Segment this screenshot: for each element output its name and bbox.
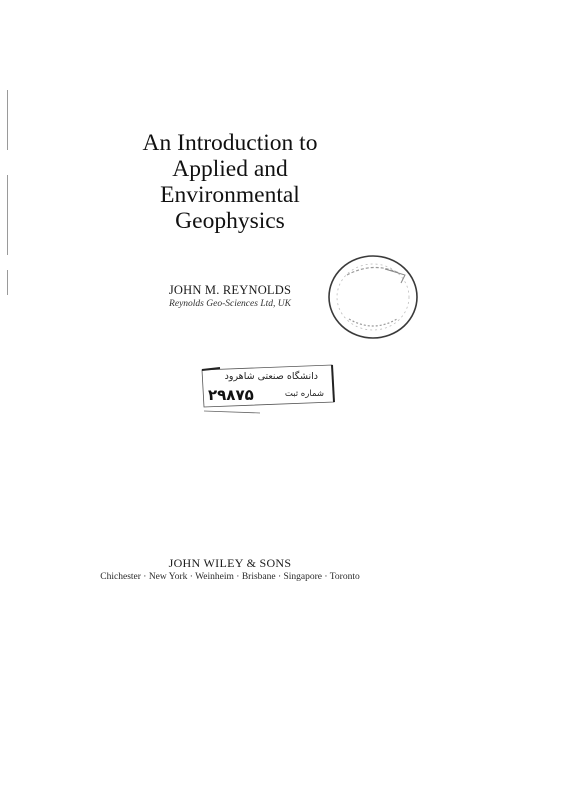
round-stamp-icon bbox=[325, 253, 425, 343]
title-line: An Introduction to bbox=[142, 130, 318, 156]
author-name: JOHN M. REYNOLDS bbox=[168, 283, 292, 297]
library-accession-stamp bbox=[200, 362, 340, 417]
stamp-number: ۲۹۸۷۵ bbox=[208, 386, 254, 404]
title-line: Environmental bbox=[160, 182, 300, 208]
scan-edge-line bbox=[7, 270, 8, 295]
title-line: Applied and bbox=[172, 156, 288, 182]
scan-edge-line bbox=[7, 175, 8, 255]
stamp-line2: شماره ثبت bbox=[284, 389, 324, 399]
title-line: Geophysics bbox=[175, 208, 285, 234]
book-title bbox=[110, 130, 350, 234]
scan-edge-line bbox=[7, 90, 8, 150]
publisher-name: JOHN WILEY & SONS bbox=[168, 556, 292, 570]
publisher-cities: Chichester · New York · Weinheim · Brisbane · Singapore · Toronto bbox=[100, 572, 360, 582]
stamp-line1: دانشگاه صنعتی شاهرود bbox=[224, 371, 318, 382]
author-affiliation: Reynolds Geo-Sciences Ltd, UK bbox=[169, 299, 291, 309]
